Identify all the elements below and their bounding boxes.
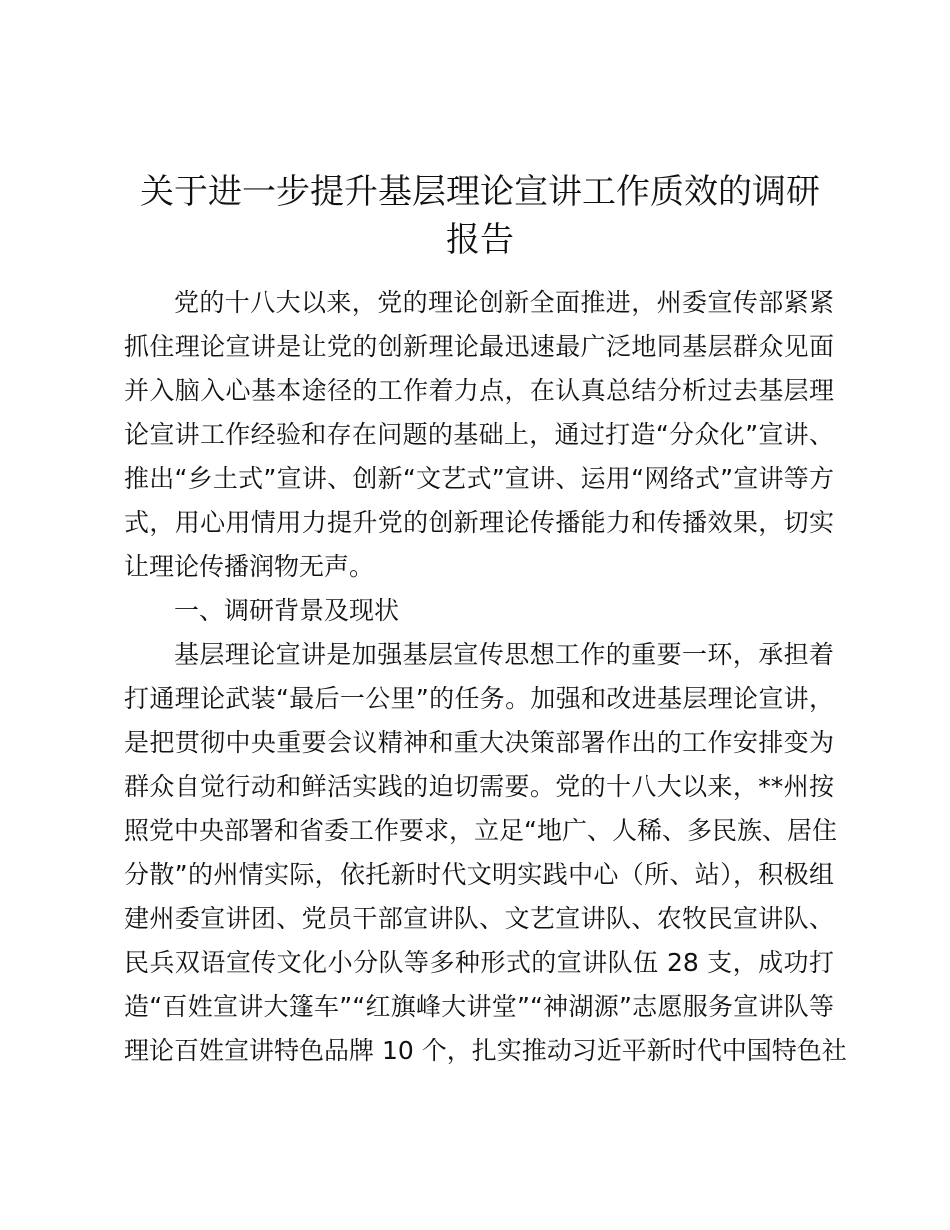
paragraph-1-line-7: 让理论传播润物无声。 bbox=[124, 552, 375, 581]
paragraph-2-line-8: 民兵双语宣传文化小分队等多种形式的宣讲队伍 28 支，成功打 bbox=[124, 948, 834, 977]
paragraph-2-line-9: 造“百姓宣讲大篷车”“红旗峰大讲堂”“神湖源”志愿服务宣讲队等 bbox=[124, 992, 834, 1021]
paragraph-1-line-6: 式，用心用情用力提升党的创新理论传播能力和传播效果，切实 bbox=[124, 508, 834, 537]
paragraph-2-line-3: 是把贯彻中央重要会议精神和重大决策部署作出的工作安排变为 bbox=[124, 728, 834, 757]
paragraph-2-line-10: 理论百姓宣讲特色品牌 10 个，扎实推动习近平新时代中国特色社 bbox=[124, 1036, 847, 1065]
paragraph-1-line-1: 党的十八大以来，党的理论创新全面推进，州委宣传部紧紧 bbox=[174, 288, 834, 317]
paragraph-2-line-5: 照党中央部署和省委工作要求，立足“地广、人稀、多民族、居住 bbox=[124, 816, 837, 845]
paragraph-1-line-5: 推出“乡土式”宣讲、创新“文艺式”宣讲、运用“网络式”宣讲等方 bbox=[124, 464, 834, 493]
paragraph-2-line-7: 建州委宣讲团、党员干部宣讲队、文艺宣讲队、农牧民宣讲队、 bbox=[124, 904, 834, 933]
paragraph-1-line-3: 并入脑入心基本途径的工作着力点，在认真总结分析过去基层理 bbox=[124, 376, 834, 405]
paragraph-2-line-4: 群众自觉行动和鲜活实践的迫切需要。党的十八大以来，**州按 bbox=[124, 772, 834, 801]
document-title-line-2: 报告 bbox=[446, 220, 514, 260]
paragraph-1-line-4: 论宣讲工作经验和存在问题的基础上，通过打造“分众化”宣讲、 bbox=[124, 420, 834, 449]
paragraph-2-line-6: 分散”的州情实际，依托新时代文明实践中心（所、站），积极组 bbox=[124, 860, 834, 889]
section-heading: 一、调研背景及现状 bbox=[174, 596, 400, 625]
document-title-line-1: 关于进一步提升基层理论宣讲工作质效的调研 bbox=[140, 172, 820, 212]
paragraph-1-line-2: 抓住理论宣讲是让党的创新理论最迅速最广泛地同基层群众见面 bbox=[124, 332, 834, 361]
paragraph-2-line-2: 打通理论武装“最后一公里”的任务。加强和改进基层理论宣讲， bbox=[124, 684, 834, 713]
paragraph-2-line-1: 基层理论宣讲是加强基层宣传思想工作的重要一环，承担着 bbox=[174, 640, 834, 669]
